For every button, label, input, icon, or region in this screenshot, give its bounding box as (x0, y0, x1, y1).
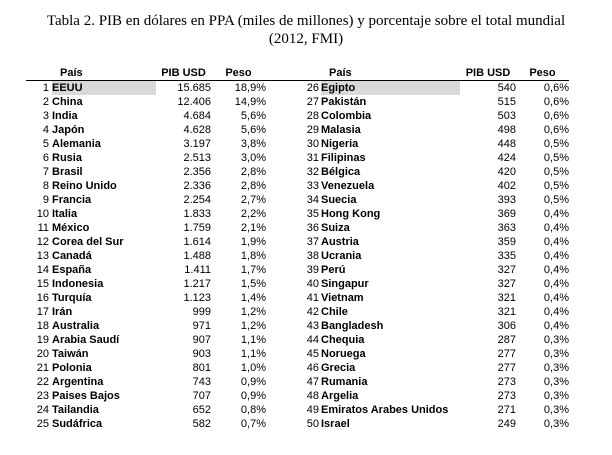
country-left-cell: Australia (52, 320, 100, 332)
country-right-cell: Argelia (321, 390, 359, 402)
rank-right-cell: 47 (306, 376, 319, 388)
table-row (26, 361, 569, 375)
caption-line-1: Tabla 2. PIB en dólares en PPA (miles de millones) y porcentaje sobre el total mundial (46, 13, 566, 29)
country-right-cell: Suecia (321, 194, 357, 206)
peso-right-cell: 0,3% (543, 348, 569, 360)
rank-right-cell: 43 (306, 320, 319, 332)
peso-left-cell: 0,8% (240, 404, 266, 416)
pib-left-cell: 1.759 (183, 222, 211, 234)
pib-right-cell: 540 (497, 82, 516, 94)
peso-left-cell: 0,7% (240, 418, 266, 430)
country-right-cell: Emiratos Arabes Unidos (321, 404, 449, 416)
rank-right-cell: 27 (306, 96, 319, 108)
table-row (26, 165, 569, 179)
pib-left-cell: 971 (192, 320, 211, 332)
table-row (26, 389, 569, 403)
pib-left-cell: 3.197 (183, 138, 211, 150)
peso-right-cell: 0,4% (543, 320, 569, 332)
country-right-cell: Rumania (321, 376, 368, 388)
rank-right-cell: 50 (306, 418, 319, 430)
country-right-cell: Singapur (321, 278, 369, 290)
peso-left-cell: 1,9% (240, 236, 266, 248)
country-left-cell: Taiwán (52, 348, 89, 360)
pib-right-cell: 277 (497, 362, 516, 374)
peso-right-cell: 0,6% (543, 82, 569, 94)
peso-right-cell: 0,3% (543, 334, 569, 346)
table-row (26, 263, 569, 277)
peso-left-cell: 1,8% (240, 250, 266, 262)
peso-right-cell: 0,3% (543, 376, 569, 388)
pib-left-cell: 4.684 (183, 110, 211, 122)
rank-right-cell: 38 (306, 250, 319, 262)
country-left-cell: China (52, 96, 83, 108)
rank-right-cell: 48 (306, 390, 319, 402)
rank-right-cell: 28 (306, 110, 319, 122)
country-right-cell: Pakistán (321, 96, 367, 108)
table-row (26, 319, 569, 333)
table-row (26, 221, 569, 235)
country-right-cell: Ucrania (321, 250, 362, 262)
pib-left-cell: 1.833 (183, 208, 211, 220)
gap-cell (266, 123, 291, 137)
rank-left-cell: 15 (36, 278, 49, 290)
country-left-cell: Corea del Sur (52, 236, 124, 248)
rank-left-cell: 20 (36, 348, 49, 360)
country-right-cell: Nigeria (321, 138, 359, 150)
peso-right-cell: 0,3% (543, 362, 569, 374)
gap-cell (266, 319, 291, 333)
gap-cell (266, 81, 291, 96)
rank-left-cell: 16 (36, 292, 49, 304)
country-right-cell: Hong Kong (321, 208, 381, 220)
gap-cell (266, 235, 291, 249)
country-left-cell: EEUU (52, 81, 156, 96)
rank-left-cell: 6 (42, 152, 49, 164)
header-pib-left: PIB USD (156, 67, 211, 81)
table-row (26, 95, 569, 109)
country-right-cell: Suiza (321, 222, 350, 234)
gap-cell (266, 291, 291, 305)
peso-right-cell: 0,6% (543, 110, 569, 122)
peso-left-cell: 1,5% (240, 278, 266, 290)
rank-right-cell: 46 (306, 362, 319, 374)
header-pib-right: PIB USD (460, 67, 516, 81)
peso-left-cell: 1,2% (240, 306, 266, 318)
peso-right-cell: 0,5% (543, 166, 569, 178)
peso-left-cell: 0,9% (240, 390, 266, 402)
peso-right-cell: 0,4% (543, 222, 569, 234)
pib-left-cell: 1.488 (183, 250, 211, 262)
pib-right-cell: 271 (497, 404, 516, 416)
peso-left-cell: 1,4% (240, 292, 266, 304)
rank-left-cell: 23 (36, 390, 49, 402)
header-country-left: País (52, 67, 156, 81)
gap-cell (266, 277, 291, 291)
pib-right-cell: 503 (497, 110, 516, 122)
pib-right-cell: 335 (497, 250, 516, 262)
pib-left-cell: 2.254 (183, 194, 211, 206)
table-row (26, 151, 569, 165)
peso-left-cell: 1,0% (240, 362, 266, 374)
peso-right-cell: 0,4% (543, 292, 569, 304)
peso-right-cell: 0,5% (543, 194, 569, 206)
peso-left-cell: 2,8% (240, 180, 266, 192)
gap-cell (266, 193, 291, 207)
country-left-cell: Japón (52, 124, 85, 136)
pib-left-cell: 2.513 (183, 152, 211, 164)
country-left-cell: Reino Unido (52, 180, 117, 192)
gap-cell (266, 375, 291, 389)
peso-left-cell: 2,2% (240, 208, 266, 220)
table-row (26, 193, 569, 207)
rank-right-cell: 49 (306, 404, 319, 416)
country-left-cell: México (52, 222, 90, 234)
country-left-cell: Arabia Saudí (52, 334, 120, 346)
country-left-cell: Polonia (52, 362, 92, 374)
rank-right-cell: 36 (306, 222, 319, 234)
country-left-cell: Sudáfrica (52, 418, 103, 430)
peso-right-cell: 0,5% (543, 138, 569, 150)
country-left-cell: India (52, 110, 78, 122)
country-right-cell: Chequia (321, 334, 365, 346)
pib-left-cell: 12.406 (177, 96, 211, 108)
rank-left-cell: 14 (36, 264, 49, 276)
peso-left-cell: 2,7% (240, 194, 266, 206)
peso-right-cell: 0,6% (543, 96, 569, 108)
peso-right-cell: 0,4% (543, 278, 569, 290)
gap-cell (266, 361, 291, 375)
pib-right-cell: 393 (497, 194, 516, 206)
peso-right-cell: 0,4% (543, 236, 569, 248)
peso-left-cell: 14,9% (234, 96, 266, 108)
table-row (26, 249, 569, 263)
table-row (26, 417, 569, 431)
country-left-cell: Irán (52, 306, 73, 318)
gap-cell (266, 95, 291, 109)
country-right-cell: Bangladesh (321, 320, 384, 332)
table-row (26, 333, 569, 347)
peso-left-cell: 3,0% (240, 152, 266, 164)
pib-left-cell: 582 (192, 418, 211, 430)
peso-left-cell: 1,1% (240, 348, 266, 360)
rank-left-cell: 2 (42, 96, 49, 108)
table-row (26, 207, 569, 221)
pib-right-cell: 273 (497, 376, 516, 388)
rank-left-cell: 25 (36, 418, 49, 430)
gdp-table (26, 67, 569, 431)
peso-right-cell: 0,4% (543, 250, 569, 262)
peso-left-cell: 1,2% (240, 320, 266, 332)
peso-right-cell: 0,3% (543, 418, 569, 430)
pib-right-cell: 359 (497, 236, 516, 248)
peso-left-cell: 2,1% (240, 222, 266, 234)
pib-left-cell: 4.628 (183, 124, 211, 136)
country-right-cell: Malasia (321, 124, 361, 136)
rank-left-cell: 21 (36, 362, 49, 374)
gap-cell (266, 109, 291, 123)
country-left-cell: Brasil (52, 166, 83, 178)
gap-cell (266, 263, 291, 277)
peso-left-cell: 0,9% (240, 376, 266, 388)
table-row (26, 375, 569, 389)
rank-left-cell: 5 (42, 138, 49, 150)
table-row (26, 235, 569, 249)
rank-right-cell: 31 (306, 152, 319, 164)
header-peso-right: Peso (516, 67, 569, 81)
rank-right-cell: 30 (306, 138, 319, 150)
pib-right-cell: 424 (497, 152, 516, 164)
gap-cell (266, 137, 291, 151)
pib-right-cell: 363 (497, 222, 516, 234)
gap-cell (266, 389, 291, 403)
table-row (26, 277, 569, 291)
rank-left-cell: 9 (42, 194, 49, 206)
pib-left-cell: 903 (192, 348, 211, 360)
pib-left-cell: 1.614 (183, 236, 211, 248)
rank-left-cell: 3 (42, 110, 49, 122)
rank-right-cell: 44 (306, 334, 319, 346)
country-left-cell: Francia (52, 194, 92, 206)
table-row (26, 403, 569, 417)
country-left-cell: Indonesia (52, 278, 104, 290)
pib-left-cell: 907 (192, 334, 211, 346)
pib-left-cell: 743 (192, 376, 211, 388)
rank-right-cell: 39 (306, 264, 319, 276)
country-right-cell: Perú (321, 264, 346, 276)
rank-right-cell: 37 (306, 236, 319, 248)
pib-left-cell: 801 (192, 362, 211, 374)
pib-right-cell: 321 (497, 292, 516, 304)
pib-right-cell: 402 (497, 180, 516, 192)
header-peso-left: Peso (211, 67, 266, 81)
gap-cell (266, 221, 291, 235)
pib-right-cell: 306 (497, 320, 516, 332)
peso-right-cell: 0,4% (543, 208, 569, 220)
table-row (26, 291, 569, 305)
pib-right-cell: 327 (497, 264, 516, 276)
rank-left-cell: 12 (36, 236, 49, 248)
header-rank-right (291, 67, 321, 81)
pib-left-cell: 15.685 (177, 82, 211, 94)
pib-left-cell: 2.356 (183, 166, 211, 178)
peso-right-cell: 0,4% (543, 306, 569, 318)
peso-right-cell: 0,3% (543, 390, 569, 402)
pib-right-cell: 369 (497, 208, 516, 220)
rank-right-cell: 32 (306, 166, 319, 178)
peso-right-cell: 0,3% (543, 404, 569, 416)
pib-left-cell: 1.217 (183, 278, 211, 290)
gap-cell (266, 151, 291, 165)
header-country-right: País (321, 67, 460, 81)
peso-right-cell: 0,5% (543, 152, 569, 164)
rank-left-cell: 8 (42, 180, 49, 192)
table-row (26, 305, 569, 319)
table-body (26, 81, 569, 432)
peso-right-cell: 0,4% (543, 264, 569, 276)
peso-left-cell: 18,9% (234, 82, 266, 94)
rank-left-cell: 10 (36, 208, 49, 220)
rank-right-cell: 35 (306, 208, 319, 220)
country-left-cell: Rusia (52, 152, 82, 164)
table-row (26, 81, 569, 96)
country-right-cell: Vietnam (321, 292, 364, 304)
header-rank-left (26, 67, 52, 81)
peso-left-cell: 5,6% (240, 124, 266, 136)
rank-right-cell: 29 (306, 124, 319, 136)
country-left-cell: Alemania (52, 138, 101, 150)
pib-right-cell: 420 (497, 166, 516, 178)
pib-left-cell: 652 (192, 404, 211, 416)
rank-left-cell: 7 (42, 166, 49, 178)
peso-left-cell: 2,8% (240, 166, 266, 178)
rank-right-cell: 33 (306, 180, 319, 192)
country-right-cell: Chile (321, 306, 348, 318)
pib-left-cell: 999 (192, 306, 211, 318)
peso-right-cell: 0,5% (543, 180, 569, 192)
table-caption (0, 12, 612, 48)
rank-left-cell: 18 (36, 320, 49, 332)
country-left-cell: España (52, 264, 92, 276)
peso-left-cell: 1,1% (240, 334, 266, 346)
country-right-cell: Bélgica (321, 166, 361, 178)
pib-right-cell: 249 (497, 418, 516, 430)
pib-right-cell: 287 (497, 334, 516, 346)
peso-left-cell: 1,7% (240, 264, 266, 276)
pib-right-cell: 515 (497, 96, 516, 108)
gap-cell (266, 333, 291, 347)
country-right-cell: Grecia (321, 362, 356, 374)
country-left-cell: Paises Bajos (52, 390, 120, 402)
rank-left-cell: 11 (37, 222, 49, 234)
country-right-cell: Israel (321, 418, 350, 430)
pib-right-cell: 448 (497, 138, 516, 150)
country-right-cell: Egipto (321, 81, 460, 96)
gap-cell (266, 417, 291, 431)
table-row (26, 123, 569, 137)
country-right-cell: Noruega (321, 348, 366, 360)
table-row (26, 109, 569, 123)
gap-cell (266, 165, 291, 179)
rank-left-cell: 24 (36, 404, 49, 416)
pib-right-cell: 273 (497, 390, 516, 402)
pib-left-cell: 1.123 (183, 292, 211, 304)
country-right-cell: Colombia (321, 110, 372, 122)
country-left-cell: Tailandia (52, 404, 99, 416)
header-row (26, 67, 569, 81)
rank-right-cell: 26 (306, 82, 319, 94)
table-row (26, 179, 569, 193)
pib-right-cell: 327 (497, 278, 516, 290)
rank-right-cell: 42 (306, 306, 319, 318)
rank-left-cell: 17 (36, 306, 49, 318)
caption-line-2: (2012, FMI) (268, 31, 344, 47)
pib-left-cell: 2.336 (183, 180, 211, 192)
pib-left-cell: 1.411 (184, 264, 211, 276)
rank-left-cell: 19 (36, 334, 49, 346)
rank-right-cell: 45 (306, 348, 319, 360)
gap-cell (266, 179, 291, 193)
gap-cell (266, 305, 291, 319)
gap-cell (266, 347, 291, 361)
gap-cell (266, 207, 291, 221)
country-right-cell: Filipinas (321, 152, 366, 164)
gap-cell (266, 249, 291, 263)
country-left-cell: Argentina (52, 376, 104, 388)
gap-cell (266, 403, 291, 417)
country-right-cell: Venezuela (321, 180, 375, 192)
pib-left-cell: 707 (192, 390, 211, 402)
table-row (26, 347, 569, 361)
rank-right-cell: 40 (306, 278, 319, 290)
rank-left-cell: 22 (36, 376, 49, 388)
country-left-cell: Italia (52, 208, 78, 220)
country-right-cell: Austria (321, 236, 359, 248)
country-left-cell: Turquía (52, 292, 92, 304)
peso-left-cell: 3,8% (240, 138, 266, 150)
peso-left-cell: 5,6% (240, 110, 266, 122)
rank-left-cell: 1 (42, 82, 49, 94)
pib-right-cell: 321 (497, 306, 516, 318)
peso-right-cell: 0,6% (543, 124, 569, 136)
country-left-cell: Canadá (52, 250, 92, 262)
rank-left-cell: 4 (42, 124, 49, 136)
rank-left-cell: 13 (36, 250, 49, 262)
pib-right-cell: 277 (497, 348, 516, 360)
column-gap (266, 67, 291, 81)
pib-right-cell: 498 (497, 124, 516, 136)
rank-right-cell: 34 (306, 194, 319, 206)
table-row (26, 137, 569, 151)
rank-right-cell: 41 (306, 292, 319, 304)
